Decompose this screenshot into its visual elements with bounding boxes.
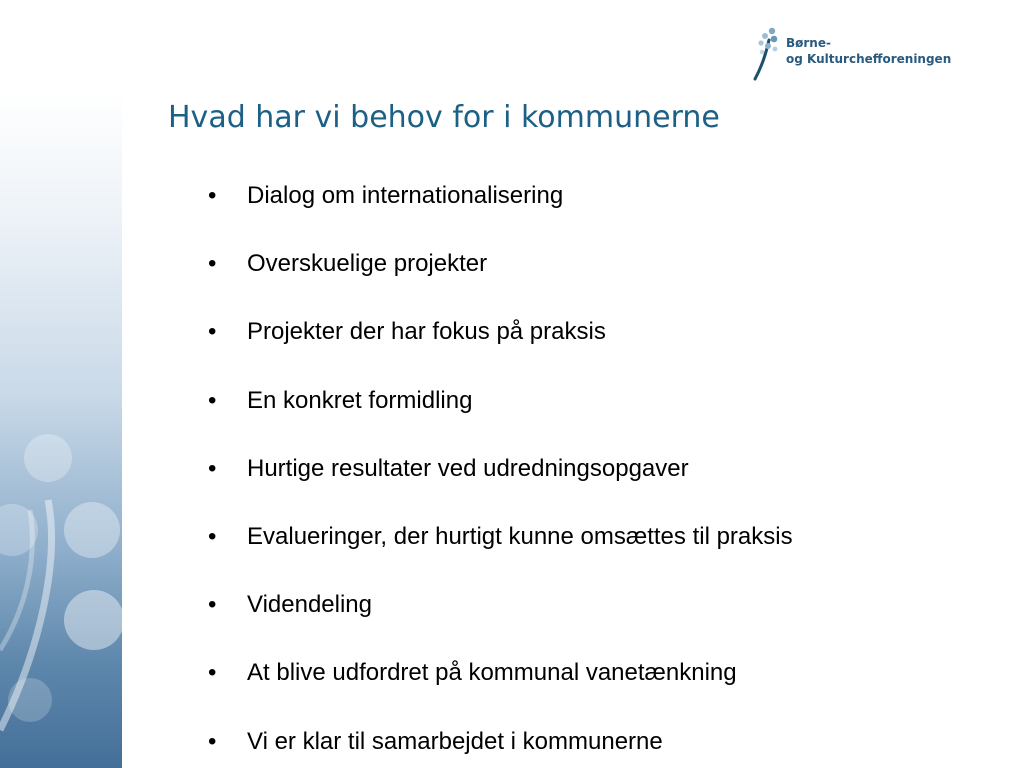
bullet-text: Hurtige resultater ved udredningsopgaver <box>247 454 689 482</box>
logo-line-1: Børne- <box>786 36 831 50</box>
bullet-text: At blive udfordret på kommunal vanetænkning <box>247 659 737 687</box>
bullet-marker: • <box>208 182 217 209</box>
bullet-text: Vi er klar til samarbejdet i kommunerne <box>247 727 663 755</box>
logo <box>752 26 962 82</box>
bullet-text: Evalueringer, der hurtigt kunne omsættes til praksis <box>247 522 793 550</box>
bubbles-decoration-icon <box>0 90 122 768</box>
bullet-marker: • <box>208 522 217 550</box>
bullet-text: Projekter der har fokus på praksis <box>247 318 606 346</box>
bullet-text: Videndeling <box>247 591 373 619</box>
bullet-marker: • <box>208 386 217 414</box>
bullet-marker: • <box>208 250 217 278</box>
bullet-marker: • <box>208 318 217 346</box>
logo-text <box>786 35 951 67</box>
logo-line-2: og Kulturchefforeningen <box>786 52 952 66</box>
bullet-marker: • <box>208 727 217 755</box>
decorative-side-band <box>0 90 122 768</box>
bullet-marker: • <box>208 659 217 687</box>
bullet-marker: • <box>208 454 217 482</box>
bullet-marker: • <box>208 591 217 619</box>
logo-icon <box>752 26 786 82</box>
bullet-text: Overskuelige projekter <box>247 250 488 278</box>
slide-title: Hvad har vi behov for i kommunerne <box>168 100 720 135</box>
bullet-text: En konkret formidling <box>247 386 473 414</box>
bullet-text: Dialog om internationalisering <box>247 182 564 209</box>
